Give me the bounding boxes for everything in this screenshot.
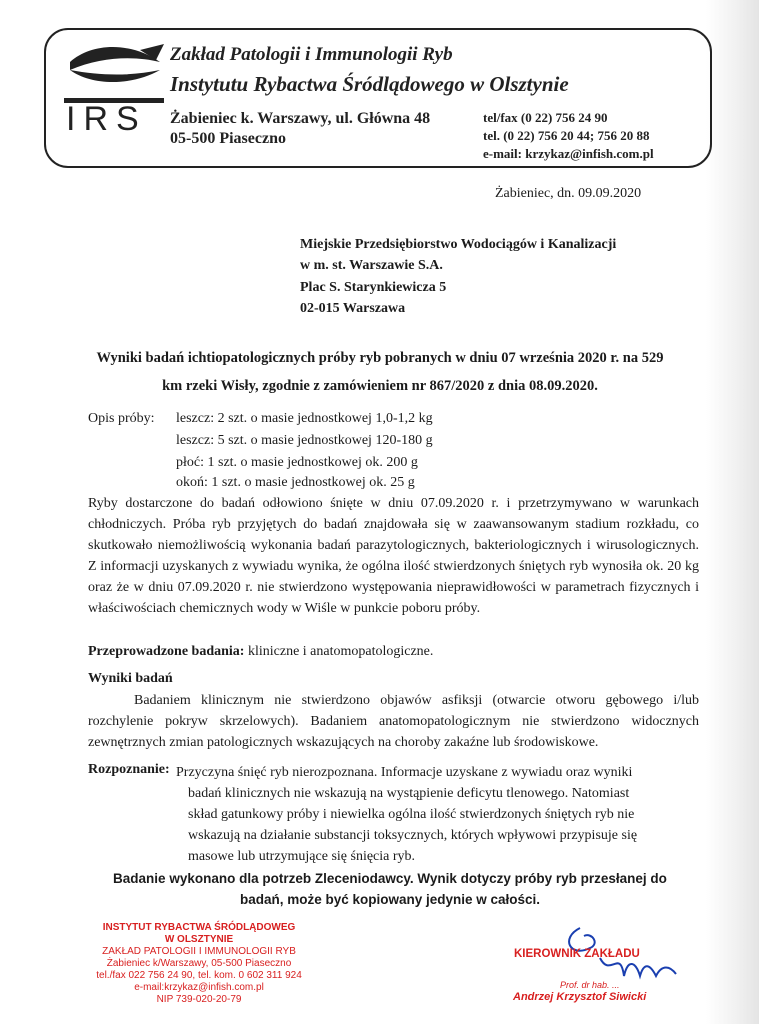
letter-date: Żabieniec, dn. 09.09.2020 xyxy=(495,186,642,201)
address-line2: 05-500 Piaseczno xyxy=(170,130,286,147)
final-note-line2: badań, może być kopiowany jedynie w całości. xyxy=(239,892,541,907)
recipient-line3: Plac S. Starynkiewicza 5 xyxy=(300,280,447,295)
sample-item: leszcz: 5 szt. o masie jednostkowej 120-180 g xyxy=(176,433,433,448)
recipient-line2: w m. st. Warszawie S.A. xyxy=(300,258,443,273)
stamp-line: NIP 739-020-20-79 xyxy=(156,994,242,1005)
recipient-line4: 02-015 Warszawa xyxy=(300,301,406,316)
document-title-line1: Wyniki badań ichtiopatologicznych próby ryb pobranych w dniu 07 września 2020 r. na 529 xyxy=(96,350,664,366)
diagnosis-line: wskazują na działanie substancji toksycznych, których wpływowi przypisuje się xyxy=(188,828,638,843)
sample-item: leszcz: 2 szt. o masie jednostkowej 1,0-1,2 kg xyxy=(176,411,433,426)
stamp-line: Żabieniec k/Warszawy, 05-500 Piaseczno xyxy=(106,958,292,969)
contact-phone-fax: tel/fax (0 22) 756 24 90 xyxy=(483,110,608,125)
results-heading: Wyniki badań xyxy=(88,671,173,686)
institute-stamp xyxy=(84,922,314,1006)
stamp-line: W OLSZTYNIE xyxy=(164,934,234,945)
tests-performed xyxy=(88,641,699,662)
contact-phone: tel. (0 22) 756 20 44; 756 20 88 xyxy=(483,128,650,143)
diagnosis-line: skład gatunkowy próby i niewielka ogólna ilość stwierdzonych śniętych ryb nie xyxy=(188,807,635,822)
results-paragraph: Badaniem klinicznym nie stwierdzono objawów asfiksji (otwarcie otworu gębowego i/lub rozchylenie pokryw skrzelowych). Badaniem anatomopatologicznym nie stwierdzono widocznych zewnętrznych zmian patologicznych wskazujących na choroby zakaźne lub środowiskowe. xyxy=(88,693,699,750)
stamp-line: e-mail:krzykaz@infish.com.pl xyxy=(134,982,264,993)
institute-name-line2: Instytutu Rybactwa Śródlądowego w Olsztynie xyxy=(170,72,569,96)
signatory-degree: Prof. dr hab. ... xyxy=(560,980,620,990)
address-line1: Żabieniec k. Warszawy, ul. Główna 48 xyxy=(170,110,431,127)
diagnosis-line: Przyczyna śnięć ryb nierozpoznana. Informacje uzyskane z wywiadu oraz wyniki xyxy=(176,765,633,780)
diagnosis-text xyxy=(176,762,699,867)
stamp-line: INSTYTUT RYBACTWA ŚRÓDLĄDOWEG xyxy=(102,922,296,933)
letterhead xyxy=(44,28,712,168)
delivery-paragraph: Ryby dostarczone do badań odłowiono śnięte w dniu 07.09.2020 r. i przetrzymywano w warunkach chłodniczych. Próba ryb przyjętych do badań znajdowała się w zaawansowanym stadium rozkładu, co skutkowało niemożliwością wykonania badań parazytologicznych, bakteriologicznych i wirusologicznych. Z informacji uzyskanych z wywiadu wynika, że ogólna ilość stwierdzonych śniętych ryb wynosiła ok. 20 kg oraz że w dniu 07.09.2020 r. nie stwierdzono występowania nieprawidłowości w parametrach fizycznych i właściwościach chemicznych wody w Wiśle w punkcie poboru próby. xyxy=(88,496,699,616)
contact-email: e-mail: krzykaz@infish.com.pl xyxy=(483,146,654,161)
institute-name-line1: Zakład Patologii i Immunologii Ryb xyxy=(170,44,453,65)
final-note-line1: Badanie wykonano dla potrzeb Zleceniodawcy. Wynik dotyczy próby ryb przesłanej do xyxy=(113,871,667,886)
tests-value: kliniczne i anatomopatologiczne. xyxy=(244,644,434,659)
sample-item: okoń: 1 szt. o masie jednostkowej ok. 25 g xyxy=(176,475,415,490)
signatory-title: KIEROWNIK ZAKŁADU xyxy=(514,948,640,960)
diagnosis-label: Rozpoznanie: xyxy=(88,762,170,777)
diagnosis-line: masowe lub utrzymujące się śnięcia ryb. xyxy=(188,849,416,864)
signatory-name: Andrzej Krzysztof Siwicki xyxy=(513,991,647,1003)
logo-text: IRS xyxy=(66,100,147,138)
diagnosis-line: badań klinicznych nie wskazują na wystąpienie deficytu tlenowego. Natomiast xyxy=(188,786,630,801)
sample-label: Opis próby: xyxy=(88,411,155,426)
stamp-line: ZAKŁAD PATOLOGII I IMMUNOLOGII RYB xyxy=(102,946,296,957)
document-title-line2: km rzeki Wisły, zgodnie z zamówieniem nr 867/2020 z dnia 08.09.2020. xyxy=(162,378,598,394)
sample-item: płoć: 1 szt. o masie jednostkowej ok. 200 g xyxy=(176,455,418,470)
stamp-line: tel./fax 022 756 24 90, tel. kom. 0 602 311 924 xyxy=(96,970,302,981)
tests-label: Przeprowadzone badania: xyxy=(88,644,245,659)
recipient-line1: Miejskie Przedsiębiorstwo Wodociągów i Kanalizacji xyxy=(300,237,617,252)
